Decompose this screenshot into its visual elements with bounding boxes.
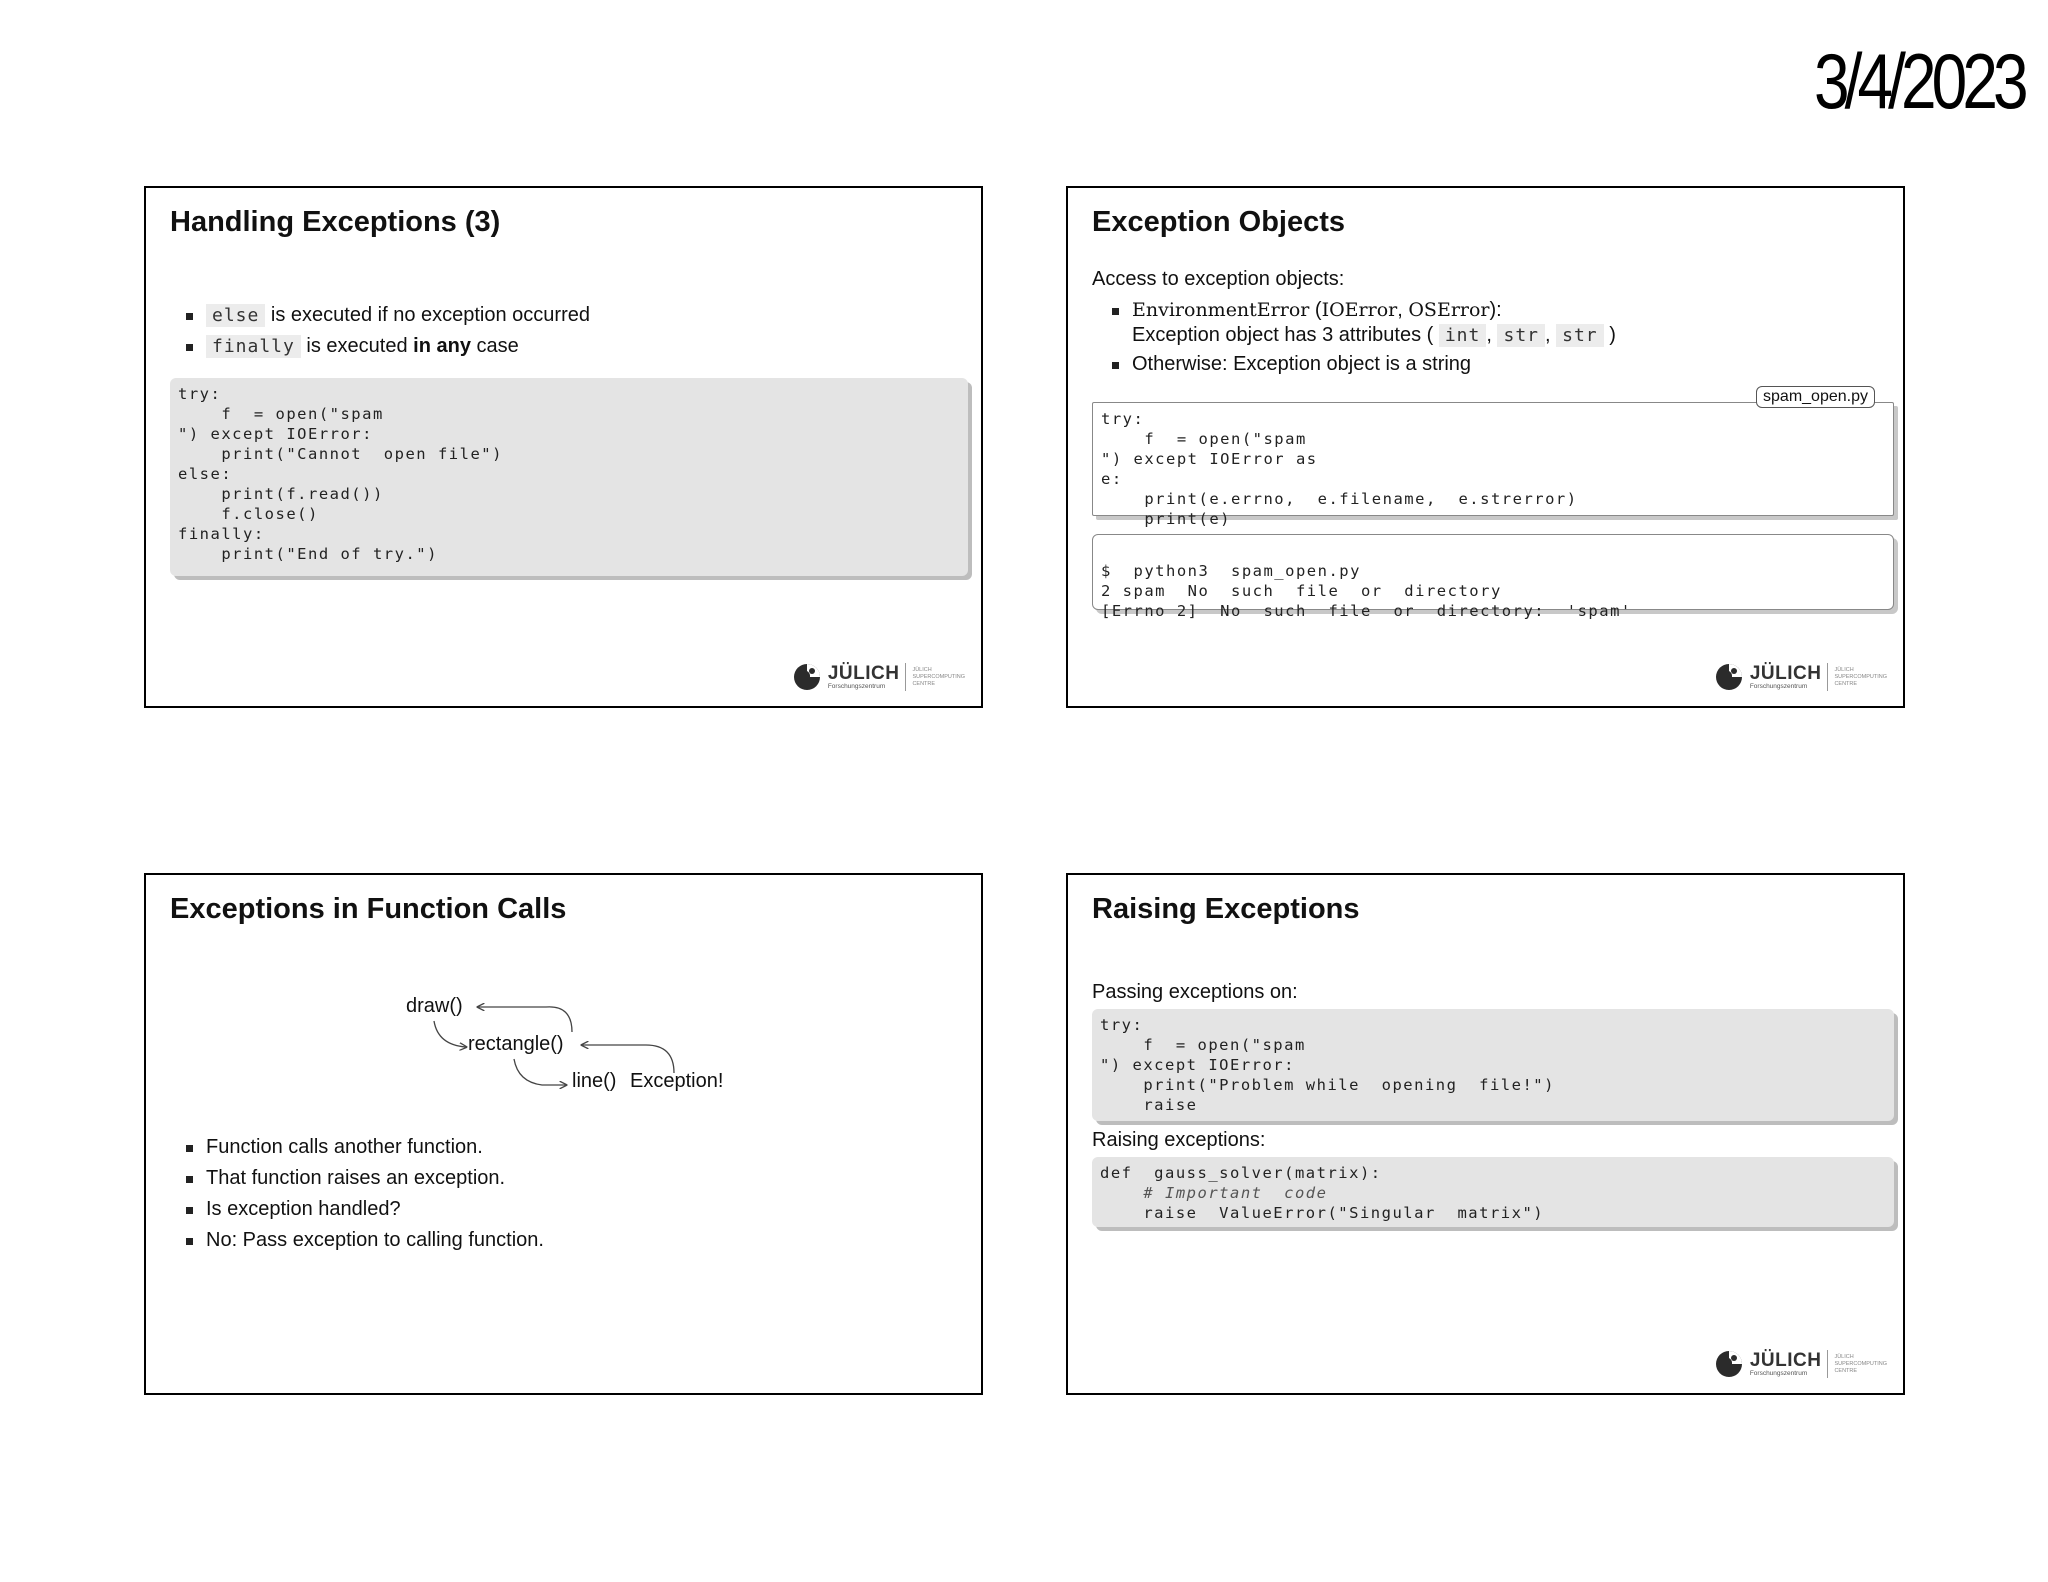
list-item [186, 303, 590, 328]
slide-title: Raising Exceptions [1092, 893, 1360, 925]
bullet-text: is executed if no exception occurred [265, 304, 590, 326]
slide-title: Handling Exceptions (3) [170, 206, 501, 238]
list-item: Otherwise: Exception object is a string [1112, 352, 1616, 377]
paren-close: ) [1609, 324, 1616, 346]
code-block-raising [1092, 1157, 1894, 1227]
code-int: int [1439, 324, 1487, 347]
call-diagram [146, 875, 981, 1393]
logo-side-1: JÜLICH [1834, 666, 1854, 673]
bullet-bold-text: in any [413, 335, 471, 357]
bullet-list [186, 303, 590, 365]
logo-side-2: SUPERCOMPUTING [1834, 673, 1887, 680]
logo-name: JÜLICH [827, 662, 900, 684]
slide-handling-exceptions [144, 186, 983, 708]
list-item [186, 334, 590, 359]
list-item: EnvironmentError (IOError, OSError): Exception object has 3 attributes ( int , str , str ) [1112, 298, 1616, 348]
bullet-text: is executed [300, 335, 414, 357]
code-str: str [1556, 324, 1604, 347]
code-line: def gauss_solver(matrix): [1100, 1164, 1382, 1182]
logo-sub: Forschungszentrum [1749, 1369, 1808, 1377]
bullet-list [1112, 298, 1616, 383]
slide-exceptions-in-function-calls [144, 873, 983, 1395]
code-block-passing: try: f = open("spam ") except IOError: print("Problem while opening file!") raise [1092, 1009, 1894, 1121]
attributes-text: Exception object has 3 attributes ( [1132, 324, 1434, 346]
diagram-draw: draw() [406, 995, 463, 1017]
code-comment: # Important code [1100, 1184, 1328, 1202]
paren-close: ): [1489, 299, 1502, 321]
code-block: try: f = open("spam ") except IOError: print("Cannot open file") else: print(f.read()) f.close() finally: print("End of try.") [170, 378, 968, 576]
code-block: try: f = open("spam ") except IOError as e: print(e.errno, e.filename, e.strerror) print(e) [1092, 402, 1894, 516]
arrow-rectangle-to-draw [478, 1007, 572, 1032]
logo-sub: Forschungszentrum [827, 682, 886, 690]
julich-logo-icon [792, 662, 822, 692]
logo-sub: Forschungszentrum [1749, 682, 1808, 690]
julich-logo [1714, 662, 1887, 692]
comma: , [1397, 299, 1403, 321]
logo-side-2: SUPERCOMPUTING [1834, 1360, 1887, 1367]
code-line: raise ValueError("Singular matrix") [1100, 1204, 1545, 1222]
logo-side-2: SUPERCOMPUTING [912, 673, 965, 680]
paren: ( [1309, 299, 1322, 321]
list-item: That function raises an exception. [186, 1166, 544, 1191]
terminal-output: $ python3 spam_open.py 2 spam No such file or directory [Errno 2] No such file or directory: 'spam' [1092, 534, 1894, 610]
logo-side-3: CENTRE [1834, 1367, 1858, 1374]
arrow-line-to-rectangle [582, 1045, 674, 1073]
arrow-draw-to-rectangle [434, 1021, 466, 1047]
logo-name: JÜLICH [1749, 662, 1822, 684]
julich-logo-icon [1714, 1349, 1744, 1379]
page-date: 3/4/2023 [1814, 37, 2024, 125]
code-environmenterror: EnvironmentError [1132, 299, 1310, 321]
list-item: No: Pass exception to calling function. [186, 1228, 544, 1253]
slide-exception-objects [1066, 186, 1905, 708]
label-raising-exceptions: Raising exceptions: [1092, 1129, 1266, 1151]
code-keyword-else: else [206, 304, 265, 327]
logo-side-3: CENTRE [912, 680, 936, 687]
diagram-line: line() [572, 1070, 617, 1092]
code-str: str [1497, 324, 1545, 347]
label-passing-exceptions: Passing exceptions on: [1092, 981, 1298, 1003]
intro-text: Access to exception objects: [1092, 268, 1345, 290]
code-ioerror: IOError [1321, 299, 1398, 321]
bullet-text-end: case [470, 335, 519, 357]
julich-logo [1714, 1349, 1887, 1379]
code-keyword-finally: finally [206, 335, 301, 358]
list-item: Is exception handled? [186, 1197, 544, 1222]
logo-side-1: JÜLICH [912, 666, 932, 673]
julich-logo [792, 662, 965, 692]
bullet-list [186, 1135, 544, 1259]
diagram-rectangle: rectangle() [468, 1033, 564, 1055]
code-oserror: OSError [1408, 299, 1490, 321]
file-name-tag: spam_open.py [1756, 386, 1875, 408]
julich-logo-icon [1714, 662, 1744, 692]
diagram-exception: Exception! [630, 1070, 724, 1092]
logo-side-3: CENTRE [1834, 680, 1858, 687]
list-item: Function calls another function. [186, 1135, 544, 1160]
arrow-rectangle-to-line [514, 1059, 566, 1085]
logo-side-1: JÜLICH [1834, 1353, 1854, 1360]
slide-title: Exceptions in Function Calls [170, 893, 567, 925]
slide-title: Exception Objects [1092, 206, 1346, 238]
slide-raising-exceptions [1066, 873, 1905, 1395]
logo-name: JÜLICH [1749, 1349, 1822, 1371]
